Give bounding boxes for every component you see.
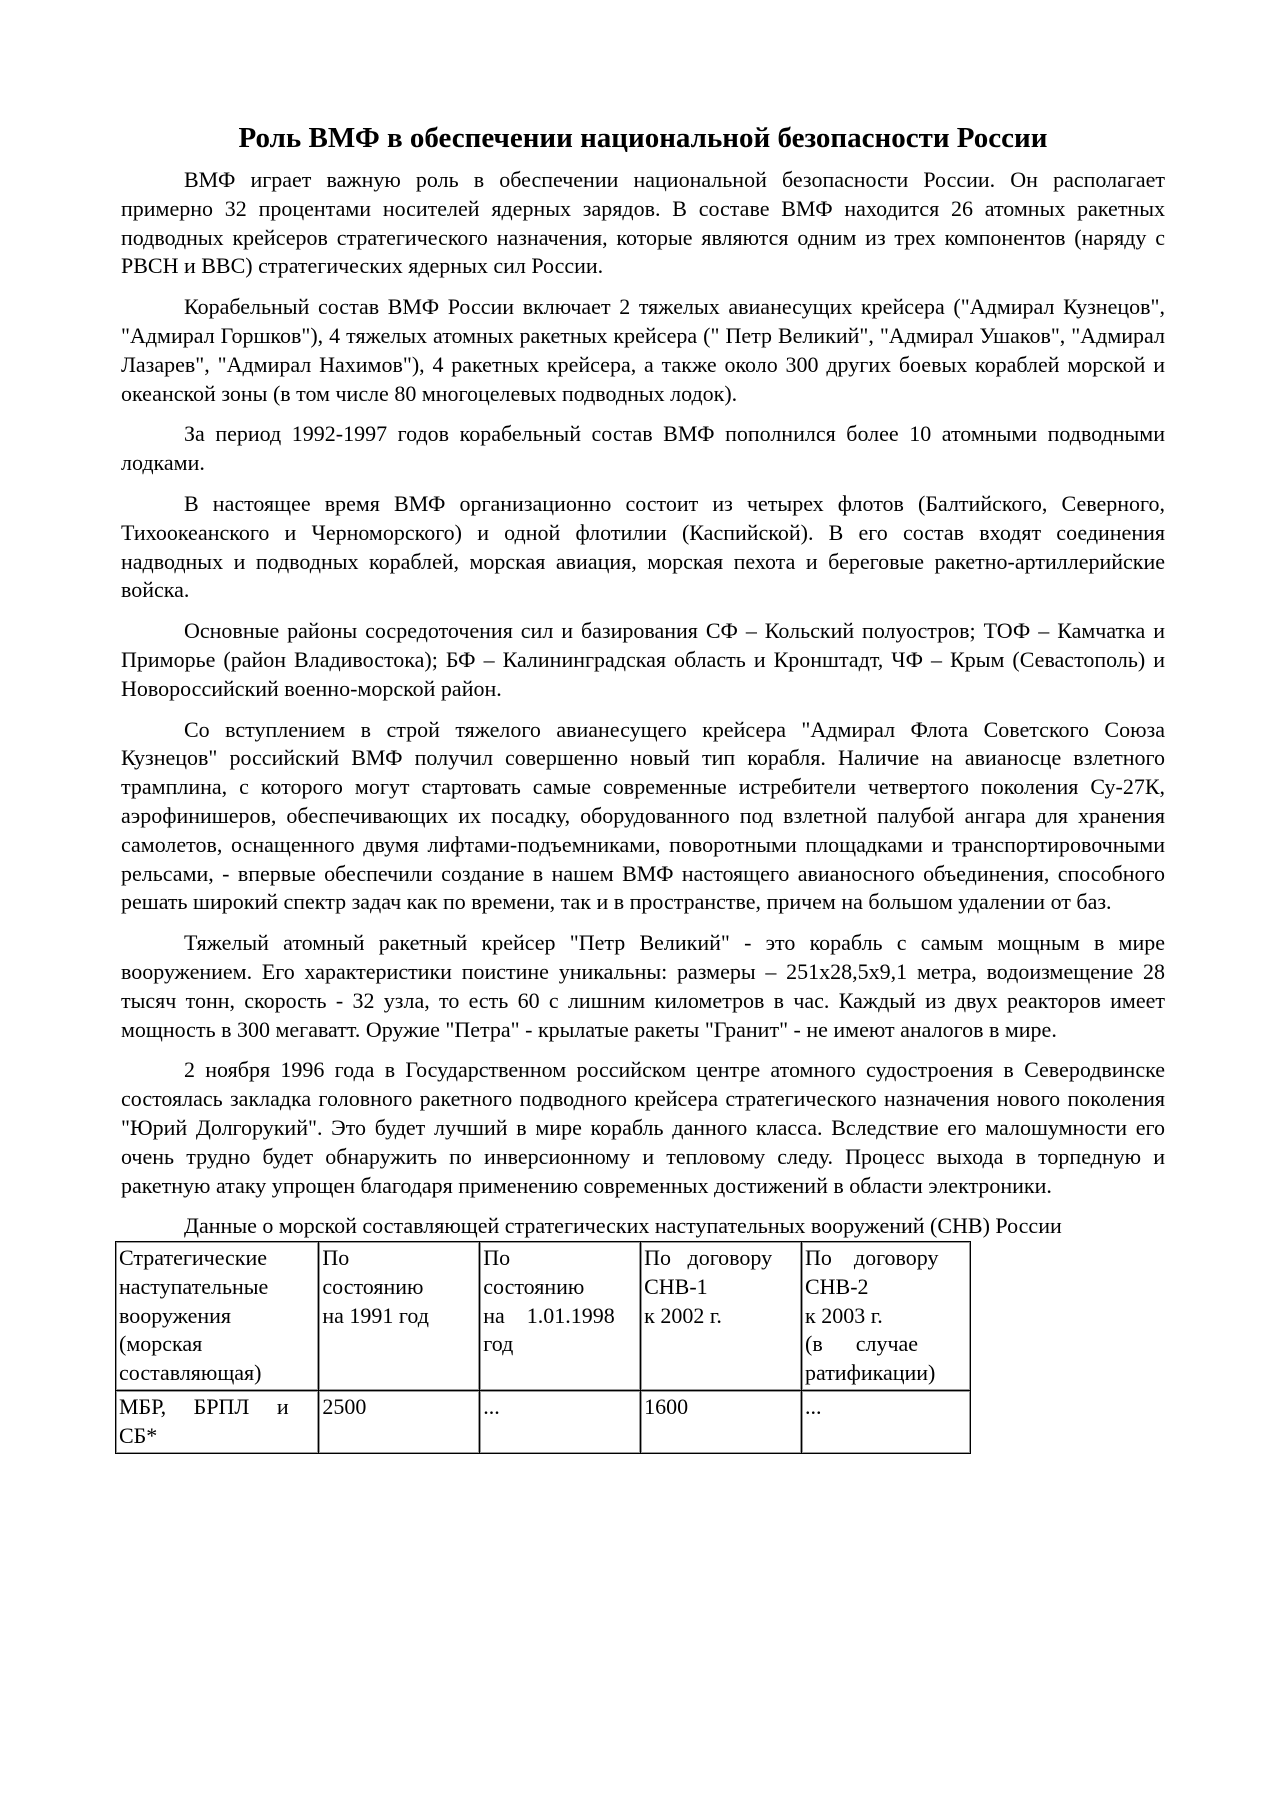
table-cell: 2500 xyxy=(319,1391,480,1454)
cell-line: По xyxy=(483,1245,511,1271)
snv-table xyxy=(115,1241,971,1454)
cell-line: СБ* xyxy=(119,1422,158,1448)
cell-line: на 1.01.1998 xyxy=(483,1302,615,1328)
cell-line: Стратегические xyxy=(119,1245,268,1271)
cell-line: (морская xyxy=(119,1331,203,1357)
header-cell-1998 xyxy=(480,1242,641,1391)
header-cell-snv2 xyxy=(802,1242,971,1391)
table-cell: ... xyxy=(480,1391,641,1454)
paragraph: Основные районы сосредоточения сил и базирования СФ – Кольский полуостров; ТОФ – Камчатка и Приморье (район Владивостока); БФ – Калининградская область и Кронштадт, ЧФ – Крым (Севастополь) и Новороссийский военно-морской район. xyxy=(121,618,1165,701)
cell-line: (в случае xyxy=(805,1331,919,1357)
table-header-row xyxy=(116,1242,971,1391)
cell-line: к 2003 г. xyxy=(805,1302,883,1328)
cell-line: МБР, БРПЛ и xyxy=(119,1394,289,1420)
paragraph: Со вступлением в строй тяжелого авианесущего крейсера "Адмирал Флота Советского Союза Кузнецов" российский ВМФ получил совершенно новый тип корабля. Наличие на авианосце взлетного трамплина, с которого могут стартовать самые современные истребители четвертого поколения Су-27К, аэрофинишеров, обеспечивающих их посадку, оборудованного под взлетной палубой ангара для хранения самолетов, оснащенного двумя лифтами-подъемниками, поворотными площадками и транспортировочными рельсами, - впервые обеспечили создание в нашем ВМФ настоящего авианосного объединения, способного решать широкий спектр задач как по времени, так и в пространстве, причем на большом удалении от баз. xyxy=(121,716,1165,915)
cell-line: год xyxy=(483,1331,514,1357)
table-cell xyxy=(116,1391,319,1454)
table-caption: Данные о морской составляющей стратегических наступательных вооружений (СНВ) России xyxy=(184,1213,1062,1239)
header-cell-weapons xyxy=(116,1242,319,1391)
cell-line: состоянию xyxy=(322,1273,424,1299)
cell-line: на 1991 год xyxy=(322,1302,429,1328)
table-row xyxy=(116,1391,971,1454)
header-cell-1991 xyxy=(319,1242,480,1391)
paragraph: ВМФ играет важную роль в обеспечении национальной безопасности России. Он располагает примерно 32 процентами носителей ядерных зарядов. В составе ВМФ находится 26 атомных ракетных подводных крейсеров стратегического назначения, которые являются одним из трех компонентов (наряду с РВСН и ВВС) стратегических ядерных сил России. xyxy=(121,167,1165,279)
cell-line: По договору xyxy=(644,1245,773,1271)
cell-line: составляющая) xyxy=(119,1360,262,1386)
paragraph: 2 ноября 1996 года в Государственном российском центре атомного судостроения в Северодвинске состоялась закладка головного ракетного подводного крейсера стратегического назначения нового поколения "Юрий Долгорукий". Это будет лучший в мире корабль данного класса. Вследствие его малошумности его очень трудно будет обнаружить по инверсионному и тепловому следу. Процесс выхода в торпедную и ракетную атаку упрощен благодаря применению современных достижений в области электроники. xyxy=(121,1057,1165,1198)
header-cell-snv1 xyxy=(641,1242,802,1391)
cell-line: По договору xyxy=(805,1245,939,1271)
cell-line: вооружения xyxy=(119,1302,231,1328)
cell-line: состоянию xyxy=(483,1273,585,1299)
cell-line: СНВ-1 xyxy=(644,1273,708,1299)
cell-line: наступательные xyxy=(119,1273,269,1299)
document-title: Роль ВМФ в обеспечении национальной безопасности России xyxy=(238,122,1048,154)
cell-line: По xyxy=(322,1245,350,1271)
cell-line: СНВ-2 xyxy=(805,1273,869,1299)
cell-line: ратификации) xyxy=(805,1360,936,1386)
paragraph: Тяжелый атомный ракетный крейсер "Петр Великий" - это корабль с самым мощным в мире вооружением. Его характеристики поистине уникальны: размеры – 251х28,5х9,1 метра, водоизмещение 28 тысяч тонн, скорость - 32 узла, то есть 60 с лишним километров в час. Каждый из двух реакторов имеет мощность в 300 мегаватт. Оружие "Петра" - крылатые ракеты "Гранит" - не имеют аналогов в мире. xyxy=(121,930,1165,1042)
paragraph: В настоящее время ВМФ организационно состоит из четырех флотов (Балтийского, Северного, Тихоокеанского и Черноморского) и одной флотилии (Каспийской). В его состав входят соединения надводных и подводных кораблей, морская авиация, морская пехота и береговые ракетно-артиллерийские войска. xyxy=(121,490,1165,603)
paragraph: Корабельный состав ВМФ России включает 2 тяжелых авианесущих крейсера ("Адмирал Кузнецов", "Адмирал Горшков"), 4 тяжелых атомных ракетных крейсера (" Петр Великий", "Адмирал Ушаков", "Адмирал Лазарев", "Адмирал Нахимов"), 4 ракетных крейсера, а также около 300 других боевых кораблей морской и океанской зоны (в том числе 80 многоцелевых подводных лодок). xyxy=(121,294,1165,406)
table-cell: ... xyxy=(802,1391,971,1454)
paragraph: За период 1992-1997 годов корабельный состав ВМФ пополнился более 10 атомными подводными лодками. xyxy=(121,421,1165,476)
cell-line: к 2002 г. xyxy=(644,1302,722,1328)
table-cell: 1600 xyxy=(641,1391,802,1454)
document-body xyxy=(121,118,1165,1454)
